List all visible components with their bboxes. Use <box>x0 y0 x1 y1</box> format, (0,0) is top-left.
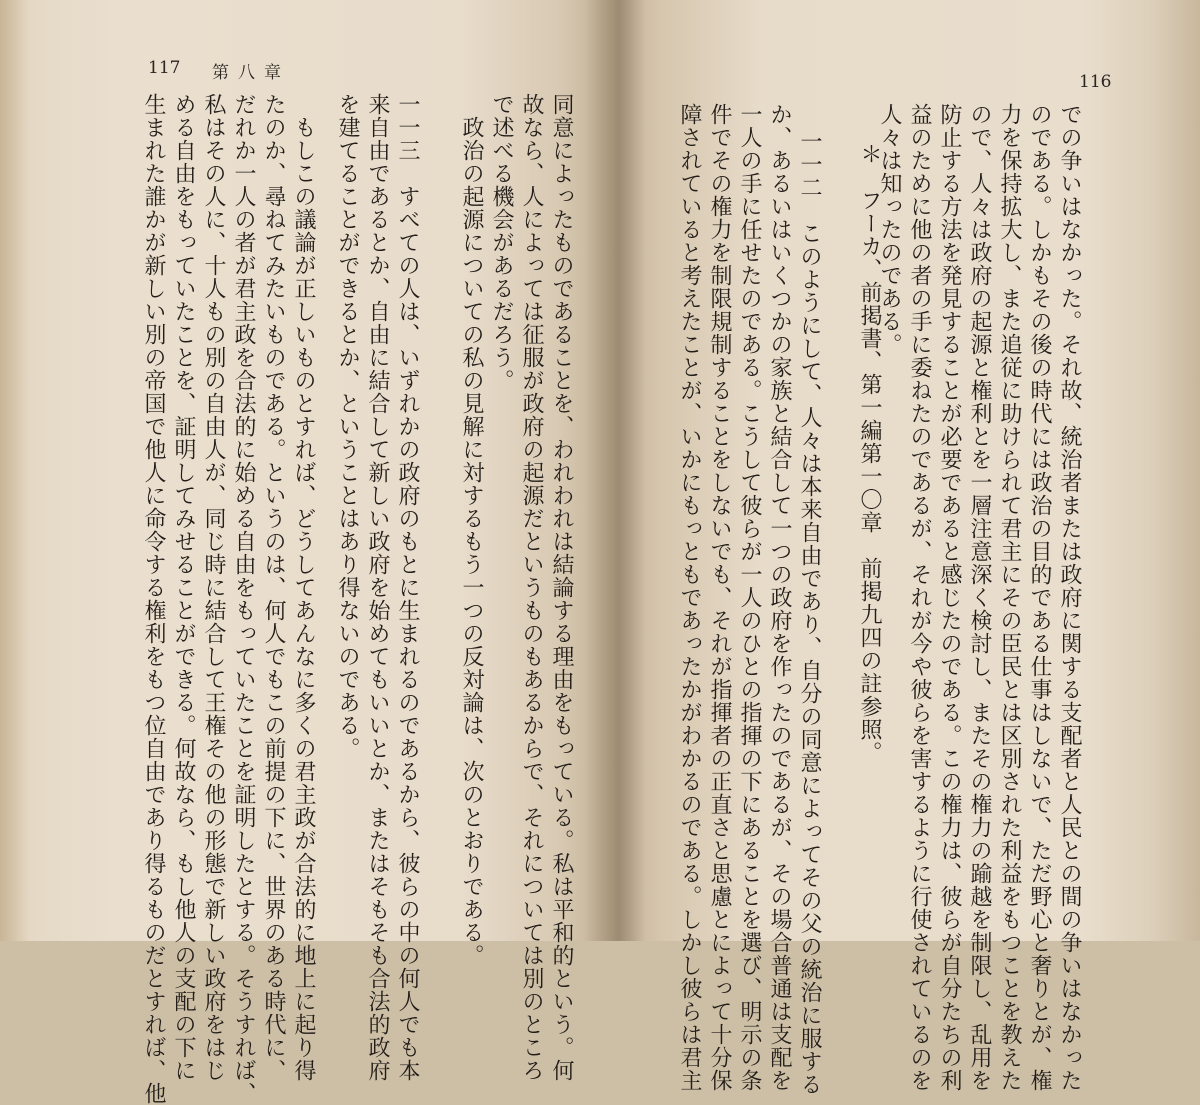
text-column: たのか、尋ねてみたいものである。というのは、何人でもこの前提の下に、世界のある時代に、 <box>261 93 286 1082</box>
footnote-column: ＊ フーカ、前掲書、第一編第一〇章 前掲九四の註参照。 <box>857 120 882 764</box>
text-column: での争いはなかった。それ故、統治者または政府に関する支配者と人民との間の争いはなかった <box>1057 103 1082 1092</box>
text-column: 故なら、人によっては征服が政府の起源だというものもあるからで、それについては別のところ <box>519 93 544 1082</box>
text-column: 障されていると考えたことが、いかにもっともであったかがわかるのである。しかし彼らは君主 <box>677 103 702 1092</box>
text-column: 力を保持拡大し、また追従に助けられて君主にその臣民とは区別された利益をもつことを教えた <box>997 103 1022 1092</box>
text-column: 私はその人に、十人もの別の自由人が、同じ時に結合して王権その他の形態で新しい政府をはじ <box>201 93 226 1082</box>
text-column: ので、人々は政府の起源と権利とを一層注意深く検討し、またその権力の踰越を制限し、乱用を <box>967 103 992 1092</box>
page-number-right: 116 <box>1079 72 1112 92</box>
text-column: 政治の起源についての私の見解に対するもう一つの反対論は、次のとおりである。 <box>459 93 484 967</box>
text-column: 一一二 このようにして、人々は本来自由であり、自分の同意によってその父の統治に服する <box>797 130 822 1096</box>
text-column: 件でその権力を制限規制することをしないでも、それが指揮者の正直さと思慮とによって十分保 <box>707 103 732 1092</box>
text-column: で述べる機会があるだろう。 <box>489 93 514 392</box>
page-number-left: 117 <box>148 58 181 78</box>
text-column: を建てることができるとか、ということはあり得ないのである。 <box>335 93 360 760</box>
text-column: もしこの議論が正しいものとすれば、どうしてあんなに多くの君主政が合法的に地上に起り得 <box>291 93 316 1082</box>
text-column: 生まれた誰かが新しい別の帝国で他人に命令する権利をもつ位自由であり得るものだとすれば、他 <box>141 93 166 1105</box>
right-page <box>615 0 1200 1096</box>
text-column: 防止する方法を発見することが必要であると感じたのである。この権力は、彼らが自分たちの利 <box>937 103 962 1092</box>
text-column: のである。しかもその後の時代には政治の目的である仕事はしないで、ただ野心と奢りとが、権 <box>1027 103 1052 1092</box>
text-column: 人々は知ったのである。 <box>877 103 902 356</box>
text-column: 益のために他の者の手に委ねたのであるが、それが今や彼らを害するように行使されているのを <box>907 103 932 1092</box>
text-column: 同意によったものであることを、われわれは結論する理由をもっている。私は平和的という。何 <box>549 93 574 1082</box>
text-column: める自由をもっていたことを、証明してみせることができる。何故なら、もし他人の支配の下に <box>171 93 196 1082</box>
text-column: か、あるいはいくつかの家族と結合して一つの政府を作ったのであるが、その場合普通は支配を <box>767 103 792 1092</box>
text-column: 一人の手に任せたのである。こうして彼らが一人のひとの指揮の下にあることを選び、明示の条 <box>737 103 762 1092</box>
chapter-heading: 第八章 <box>212 63 290 83</box>
text-column: 一一三 すべての人は、いずれかの政府のもとに生まれるのであるから、彼らの中の何人でも本 <box>395 93 420 1082</box>
text-column: 来自由であるとか、自由に結合して新しい政府を始めてもいいとか、またはそもそも合法的政府 <box>365 93 390 1082</box>
text-column: だれか一人の者が君主政を合法的に始める自由をもっていたことを証明したとする。そうすれば、 <box>231 93 256 1105</box>
